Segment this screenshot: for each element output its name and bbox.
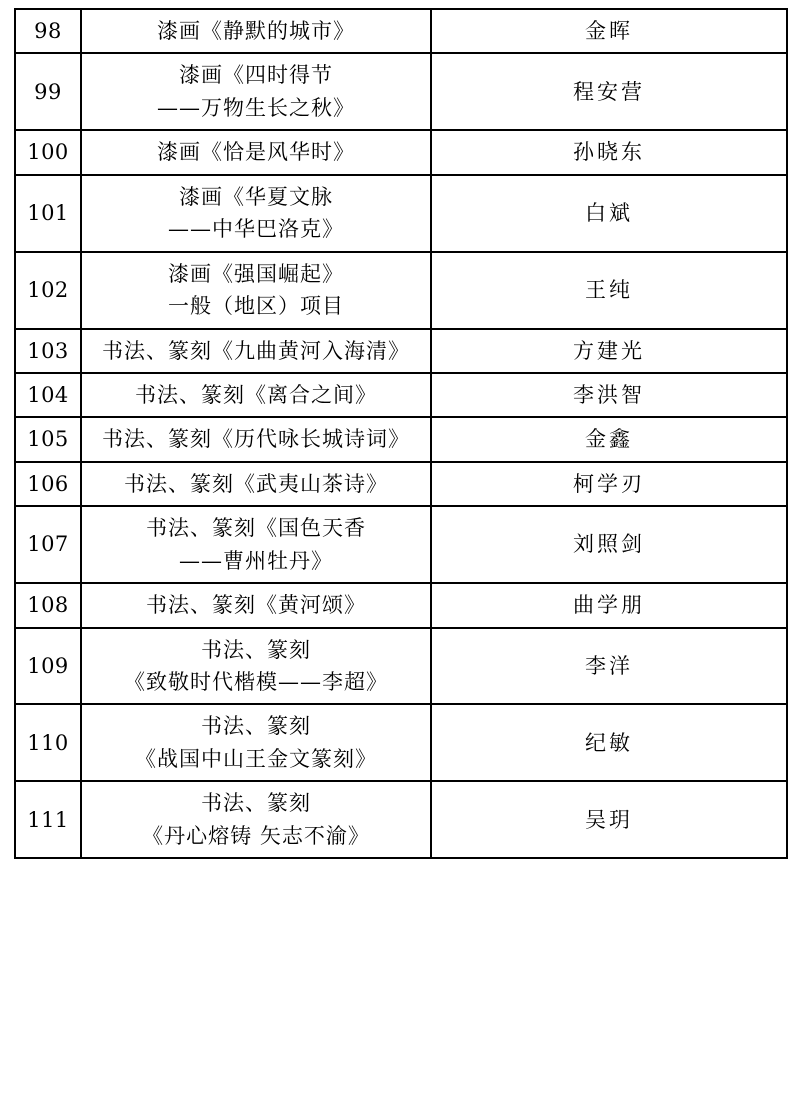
project-name-line: 《战国中山王金文篆刻》 — [135, 746, 377, 771]
row-number-cell: 109 — [15, 628, 81, 705]
creator-cell: 柯学刃 — [431, 462, 787, 506]
creator-cell: 王纯 — [431, 252, 787, 329]
table-row — [15, 506, 787, 583]
row-number-cell: 98 — [15, 9, 81, 53]
project-table — [14, 8, 788, 859]
project-name-line: 漆画《华夏文脉 — [179, 184, 333, 209]
creator-cell: 白斌 — [431, 175, 787, 252]
creator-cell: 方建光 — [431, 329, 787, 373]
project-name-line: 一般（地区）项目 — [168, 294, 344, 319]
creator-cell: 程安营 — [431, 53, 787, 130]
project-name-cell — [81, 628, 431, 705]
creator-cell: 金鑫 — [431, 417, 787, 461]
project-name-line: 书法、篆刻 — [201, 637, 311, 662]
project-name-line: 书法、篆刻《九曲黄河入海清》 — [102, 338, 410, 363]
project-name-cell — [81, 506, 431, 583]
project-name-line: ——万物生长之秋》 — [157, 95, 355, 120]
project-name-line: 书法、篆刻《历代咏长城诗词》 — [102, 427, 410, 452]
row-number-cell: 106 — [15, 462, 81, 506]
project-name-line: ——曹州牡丹》 — [179, 548, 333, 573]
project-name-line: 书法、篆刻 — [201, 714, 311, 739]
creator-cell: 曲学朋 — [431, 583, 787, 627]
project-name-cell — [81, 329, 431, 373]
table-body — [15, 9, 787, 858]
row-number-cell: 110 — [15, 704, 81, 781]
project-name-cell — [81, 462, 431, 506]
project-name-line: ——中华巴洛克》 — [168, 217, 344, 242]
project-name-cell — [81, 417, 431, 461]
project-name-line: 漆画《恰是风华时》 — [157, 140, 355, 165]
table-row — [15, 373, 787, 417]
project-name-line: 书法、篆刻 — [201, 791, 311, 816]
creator-cell: 金晖 — [431, 9, 787, 53]
table-row — [15, 462, 787, 506]
table-row — [15, 628, 787, 705]
table-row — [15, 175, 787, 252]
project-name-line: 书法、篆刻《武夷山茶诗》 — [124, 471, 388, 496]
project-name-cell — [81, 130, 431, 174]
table-row — [15, 329, 787, 373]
creator-cell: 刘照剑 — [431, 506, 787, 583]
table-row — [15, 417, 787, 461]
project-name-line: 书法、篆刻《国色天香 — [146, 516, 366, 541]
row-number-cell: 99 — [15, 53, 81, 130]
project-name-cell — [81, 583, 431, 627]
project-name-line: 漆画《强国崛起》 — [168, 261, 344, 286]
row-number-cell: 102 — [15, 252, 81, 329]
table-row — [15, 583, 787, 627]
row-number-cell: 100 — [15, 130, 81, 174]
row-number-cell: 101 — [15, 175, 81, 252]
table-row — [15, 9, 787, 53]
table-row — [15, 781, 787, 858]
project-name-cell — [81, 53, 431, 130]
table-row — [15, 252, 787, 329]
project-name-cell — [81, 373, 431, 417]
row-number-cell: 103 — [15, 329, 81, 373]
creator-cell: 李洪智 — [431, 373, 787, 417]
project-name-line: 书法、篆刻《离合之间》 — [135, 382, 377, 407]
project-name-cell — [81, 781, 431, 858]
project-name-line: 书法、篆刻《黄河颂》 — [146, 593, 366, 618]
row-number-cell: 111 — [15, 781, 81, 858]
project-name-cell — [81, 9, 431, 53]
project-name-cell — [81, 704, 431, 781]
project-name-line: 漆画《静默的城市》 — [157, 19, 355, 43]
creator-cell: 孙晓东 — [431, 130, 787, 174]
creator-cell: 吴玥 — [431, 781, 787, 858]
document-page — [0, 8, 800, 1120]
project-name-line: 漆画《四时得节 — [179, 63, 333, 88]
row-number-cell: 108 — [15, 583, 81, 627]
project-name-line: 《丹心熔铸 矢志不渝》 — [142, 823, 370, 848]
table-row — [15, 704, 787, 781]
project-name-cell — [81, 252, 431, 329]
row-number-cell: 105 — [15, 417, 81, 461]
table-row — [15, 130, 787, 174]
table-row — [15, 53, 787, 130]
project-name-cell — [81, 175, 431, 252]
project-name-line: 《致敬时代楷模——李超》 — [124, 670, 388, 694]
creator-cell: 李洋 — [431, 628, 787, 705]
row-number-cell: 104 — [15, 373, 81, 417]
row-number-cell: 107 — [15, 506, 81, 583]
creator-cell: 纪敏 — [431, 704, 787, 781]
